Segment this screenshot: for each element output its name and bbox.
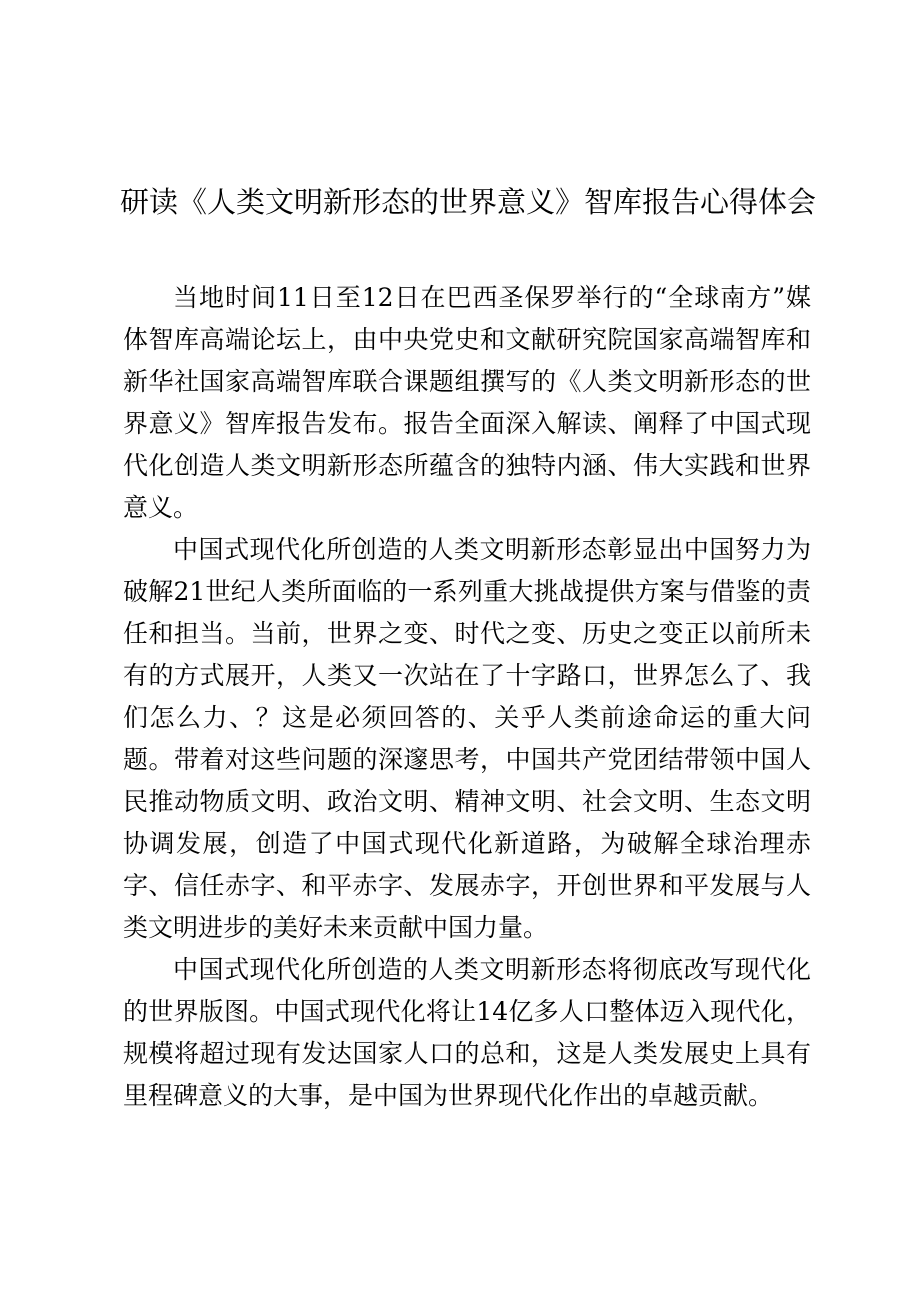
document-title: 研读《人类文明新形态的世界意义》智库报告心得体会	[120, 185, 817, 219]
paragraph-1: 当地时间11日至12日在巴西圣保罗举行的“全球南方”媒体智库高端论坛上，由中央党史和文献研究院国家高端智库和新华社国家高端智库联合课题组撰写的《人类文明新形态的世界意义》智库报告发布。报告全面深入解读、阐释了中国式现代化创造人类文明新形态所蕴含的独特内涵、伟大实践和世界意义。	[123, 283, 811, 522]
document-body	[123, 277, 811, 1117]
paragraph-2: 中国式现代化所创造的人类文明新形态彰显出中国努力为破解21世纪人类所面临的一系列重大挑战提供方案与借鉴的责任和担当。当前，世界之变、时代之变、历史之变正以前所未有的方式展开，人类又一次站在了十字路口，世界怎么了、我们怎么力、？这是必须回答的、关乎人类前途命运的重大问题。带着对这些问题的深邃思考，中国共产党团结带领中国人民推动物质文明、政治文明、精神文明、社会文明、生态文明协调发展，创造了中国式现代化新道路，为破解全球治理赤字、信任赤字、和平赤字、发展赤字，开创世界和平发展与人类文明进步的美好未来贡献中国力量。	[123, 535, 811, 942]
paragraph-3: 中国式现代化所创造的人类文明新形态将彻底改写现代化的世界版图。中国式现代化将让14亿多人口整体迈入现代化，规模将超过现有发达国家人口的总和，这是人类发展史上具有里程碑意义的大事，是中国为世界现代化作出的卓越贡献。	[123, 955, 811, 1110]
